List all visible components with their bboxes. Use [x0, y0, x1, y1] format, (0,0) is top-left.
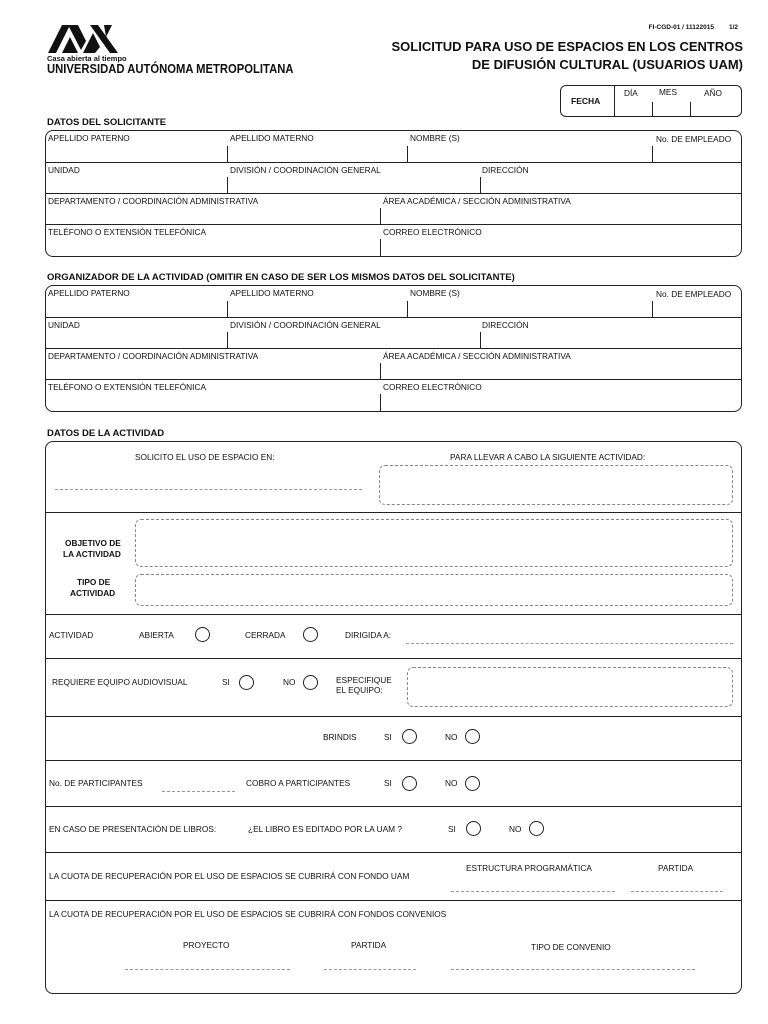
- cuota-convenios-label: LA CUOTA DE RECUPERACIÓN POR EL USO DE ESPACIOS SE CUBRIRÁ CON FONDOS CONVENIOS: [49, 909, 447, 919]
- libro-no-label: NO: [509, 824, 522, 834]
- org-unidad-label: UNIDAD: [48, 320, 80, 330]
- org-empleado-field[interactable]: [654, 300, 740, 316]
- brindis-label: BRINDIS: [323, 732, 357, 742]
- cuota-uam-label: LA CUOTA DE RECUPERACIÓN POR EL USO DE ESPACIOS SE CUBRIRÁ CON FONDO UAM: [49, 871, 410, 881]
- proyecto-field[interactable]: [125, 969, 290, 970]
- equipo-si-radio[interactable]: [239, 675, 254, 690]
- org-unidad-field[interactable]: [48, 331, 224, 347]
- month-label: MES: [659, 87, 677, 97]
- org-correo-field[interactable]: [382, 393, 740, 410]
- solicito-label: SOLICITO EL USO DE ESPACIO EN:: [135, 452, 275, 462]
- actividad-label: ACTIVIDAD: [49, 630, 94, 640]
- university-name: UNIVERSIDAD AUTÓNOMA METROPOLITANA: [47, 62, 294, 76]
- sol-nombre-label: NOMBRE (S): [410, 133, 460, 143]
- equipo-no-label: NO: [283, 677, 296, 687]
- sol-area-field[interactable]: [382, 207, 740, 223]
- cobro-no-radio[interactable]: [465, 776, 480, 791]
- month-field[interactable]: [654, 100, 689, 116]
- cerrada-radio[interactable]: [303, 627, 318, 642]
- org-telefono-field[interactable]: [48, 393, 378, 410]
- org-correo-label: CORREO ELECTRÓNICO: [383, 382, 482, 392]
- date-label: FECHA: [571, 96, 601, 106]
- sol-correo-label: CORREO ELECTRÓNICO: [383, 227, 482, 237]
- sol-apellido-paterno-label: APELLIDO PATERNO: [48, 133, 130, 143]
- actividad-title: DATOS DE LA ACTIVIDAD: [47, 428, 165, 439]
- tipo-label-1: TIPO DE: [77, 577, 111, 587]
- sol-empleado-label: No. DE EMPLEADO: [656, 134, 732, 144]
- libro-uam-label: ¿EL LIBRO ES EDITADO POR LA UAM ?: [248, 824, 402, 834]
- libros-label: EN CASO DE PRESENTACIÓN DE LIBROS:: [49, 824, 217, 834]
- convenio-partida-field[interactable]: [324, 969, 416, 970]
- sol-departamento-label: DEPARTAMENTO / COORDINACIÓN ADMINISTRATIVA: [48, 196, 259, 206]
- cobro-si-label: SI: [384, 778, 392, 788]
- uam-partida-field[interactable]: [631, 891, 723, 892]
- org-nombre-label: NOMBRE (S): [410, 288, 460, 298]
- sol-division-label: DIVISIÓN / COORDINACIÓN GENERAL: [230, 165, 381, 175]
- objetivo-label-2: LA ACTIVIDAD: [63, 549, 121, 559]
- org-direccion-label: DIRECCIÓN: [482, 320, 529, 330]
- cerrada-label: CERRADA: [245, 630, 286, 640]
- especifique-label-2: EL EQUIPO:: [336, 685, 383, 695]
- year-label: AÑO: [704, 88, 722, 98]
- objetivo-field[interactable]: [135, 519, 733, 567]
- org-apellido-paterno-field[interactable]: [48, 300, 224, 316]
- sol-empleado-field[interactable]: [654, 145, 740, 161]
- org-departamento-field[interactable]: [48, 362, 378, 378]
- espacio-field[interactable]: [55, 489, 362, 490]
- brindis-si-radio[interactable]: [402, 729, 417, 744]
- org-apellido-paterno-label: APELLIDO PATERNO: [48, 288, 130, 298]
- equipo-no-radio[interactable]: [303, 675, 318, 690]
- equipo-label: REQUIERE EQUIPO AUDIOVISUAL: [52, 677, 188, 687]
- org-nombre-field[interactable]: [409, 300, 650, 316]
- actividad-descripcion-field[interactable]: [379, 465, 733, 505]
- organizador-title: ORGANIZADOR DE LA ACTIVIDAD (OMITIR EN CASO DE SER LOS MISMOS DATOS DEL SOLICITANTE): [47, 272, 515, 283]
- day-label: DÍA: [624, 88, 638, 98]
- sol-unidad-field[interactable]: [48, 176, 224, 192]
- tipo-convenio-field[interactable]: [451, 969, 695, 970]
- participantes-field[interactable]: [162, 791, 235, 792]
- estructura-label: ESTRUCTURA PROGRAMÁTICA: [466, 863, 592, 873]
- dirigida-label: DIRIGIDA A:: [345, 630, 392, 640]
- sol-division-field[interactable]: [229, 176, 478, 192]
- estructura-field[interactable]: [451, 891, 615, 892]
- objetivo-label-1: OBJETIVO DE: [65, 538, 121, 548]
- org-apellido-materno-label: APELLIDO MATERNO: [230, 288, 314, 298]
- org-division-field[interactable]: [229, 331, 478, 347]
- sol-area-label: ÁREA ACADÉMICA / SECCIÓN ADMINISTRATIVA: [383, 196, 571, 206]
- cobro-no-label: NO: [445, 778, 458, 788]
- uam-logo-icon: [48, 22, 118, 54]
- uam-partida-label: PARTIDA: [658, 863, 694, 873]
- solicitante-title: DATOS DEL SOLICITANTE: [47, 117, 167, 128]
- year-field[interactable]: [692, 100, 740, 116]
- sol-unidad-label: UNIDAD: [48, 165, 80, 175]
- participantes-label: No. DE PARTICIPANTES: [49, 778, 143, 788]
- uam-logo: [48, 22, 118, 54]
- libro-si-label: SI: [448, 824, 456, 834]
- especifique-equipo-field[interactable]: [407, 667, 733, 707]
- abierta-label: ABIERTA: [139, 630, 174, 640]
- equipo-si-label: SI: [222, 677, 230, 687]
- tipo-convenio-label: TIPO DE CONVENIO: [531, 942, 611, 952]
- cobro-si-radio[interactable]: [402, 776, 417, 791]
- libro-no-radio[interactable]: [529, 821, 544, 836]
- sol-direccion-label: DIRECCIÓN: [482, 165, 529, 175]
- org-telefono-label: TELÉFONO O EXTENSIÓN TELEFÓNICA: [48, 382, 206, 392]
- org-empleado-label: No. DE EMPLEADO: [656, 289, 732, 299]
- libro-si-radio[interactable]: [466, 821, 481, 836]
- form-code: FI-CGD-01 / 11122015: [648, 24, 714, 31]
- para-llevar-label: PARA LLEVAR A CABO LA SIGUIENTE ACTIVIDAD:: [450, 452, 646, 462]
- sol-apellido-materno-label: APELLIDO MATERNO: [230, 133, 314, 143]
- proyecto-label: PROYECTO: [183, 940, 230, 950]
- org-area-label: ÁREA ACADÉMICA / SECCIÓN ADMINISTRATIVA: [383, 351, 571, 361]
- brindis-si-label: SI: [384, 732, 392, 742]
- sol-direccion-field[interactable]: [482, 176, 740, 192]
- org-area-field[interactable]: [382, 362, 740, 378]
- form-title-line1: SOLICITUD PARA USO DE ESPACIOS EN LOS CENTROS: [391, 39, 743, 54]
- sol-telefono-label: TELÉFONO O EXTENSIÓN TELEFÓNICA: [48, 227, 206, 237]
- org-division-label: DIVISIÓN / COORDINACIÓN GENERAL: [230, 320, 381, 330]
- convenio-partida-label: PARTIDA: [351, 940, 387, 950]
- tipo-actividad-field[interactable]: [135, 574, 733, 606]
- org-departamento-label: DEPARTAMENTO / COORDINACIÓN ADMINISTRATIVA: [48, 351, 259, 361]
- form-title-line2: DE DIFUSIÓN CULTURAL (USUARIOS UAM): [471, 57, 743, 72]
- dirigida-field[interactable]: [406, 643, 733, 644]
- sol-apellido-paterno-field[interactable]: [48, 145, 224, 161]
- especifique-label-1: ESPECIFIQUE: [336, 675, 392, 685]
- org-direccion-field[interactable]: [482, 331, 740, 347]
- sol-departamento-field[interactable]: [48, 207, 378, 223]
- abierta-radio[interactable]: [195, 627, 210, 642]
- page-number: 1/2: [728, 24, 738, 31]
- logo-tagline: Casa abierta al tiempo: [47, 54, 127, 63]
- sol-nombre-field[interactable]: [409, 145, 650, 161]
- sol-correo-field[interactable]: [382, 238, 740, 255]
- tipo-label-2: ACTIVIDAD: [70, 588, 116, 598]
- org-apellido-materno-field[interactable]: [229, 300, 405, 316]
- day-field[interactable]: [616, 100, 651, 116]
- sol-apellido-materno-field[interactable]: [229, 145, 405, 161]
- brindis-no-radio[interactable]: [465, 729, 480, 744]
- sol-telefono-field[interactable]: [48, 238, 378, 255]
- brindis-no-label: NO: [445, 732, 458, 742]
- cobro-label: COBRO A PARTICIPANTES: [246, 778, 351, 788]
